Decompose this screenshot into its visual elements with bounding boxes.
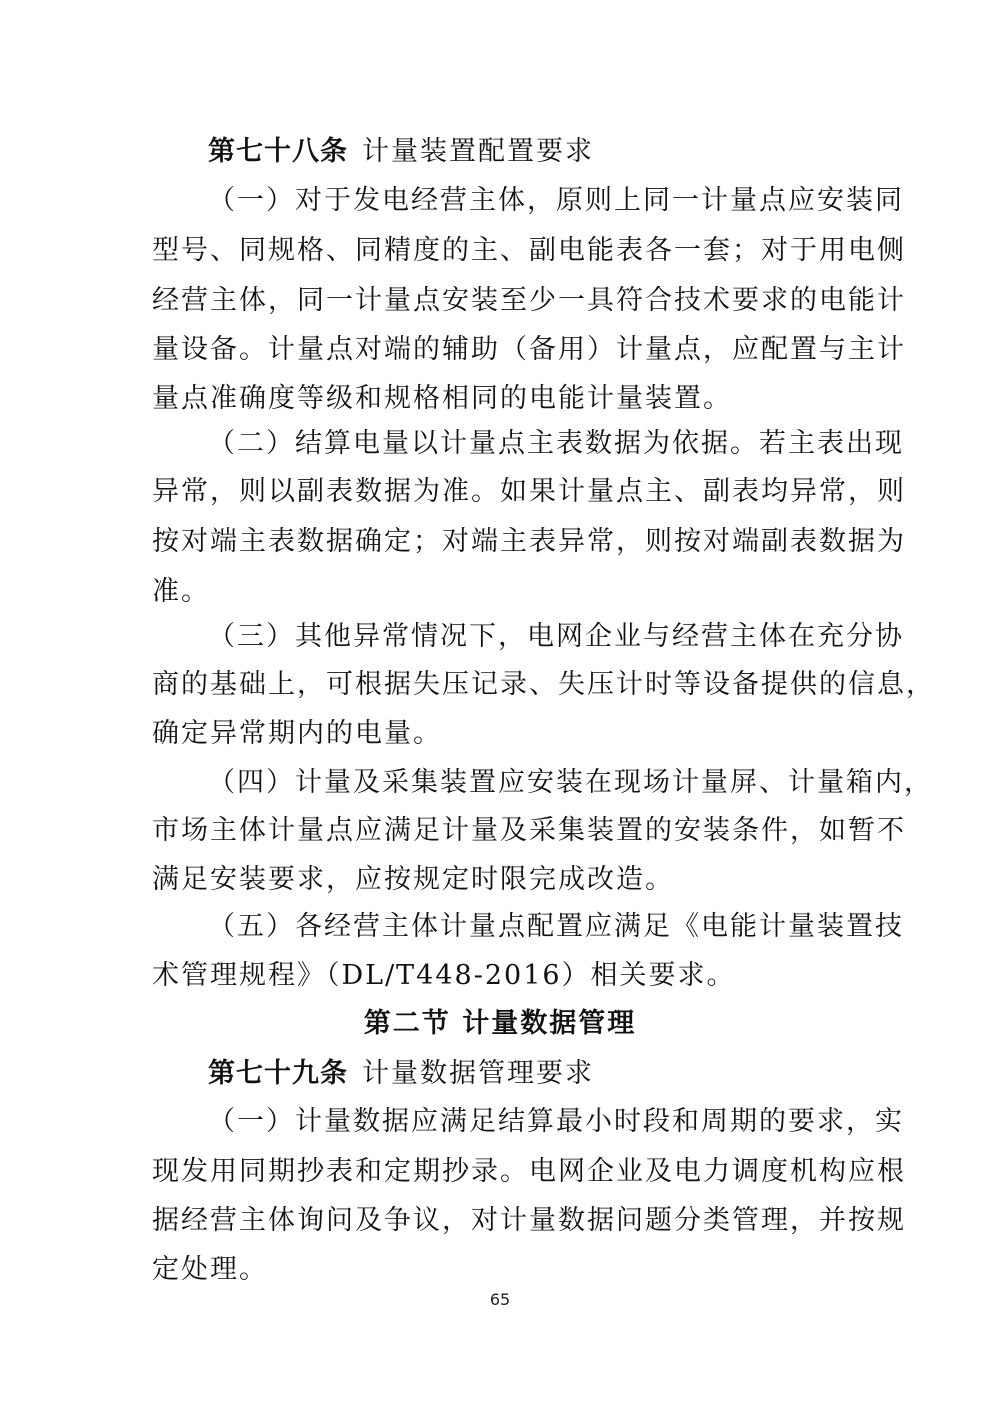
article-79-line: 现发用同期抄表和定期抄录。电网企业及电力调度机构应根 (152, 1156, 906, 1187)
article-78-line: 满足安装要求，应按规定时限完成改造。 (152, 864, 674, 895)
article-79-line: 据经营主体询问及争议，对计量数据问题分类管理，并按规 (152, 1205, 906, 1236)
article-78-line: 术管理规程》（DL/T448-2016）相关要求。 (152, 960, 736, 991)
article-78-heading (208, 134, 908, 170)
article-78-line: （五）各经营主体计量点配置应满足《电能计量装置技 (208, 911, 904, 942)
article-78-line: 型号、同规格、同精度的主、副电能表各一套；对于用电侧 (152, 235, 906, 266)
article-78-line: （二）结算电量以计量点主表数据为依据。若主表出现 (208, 428, 904, 459)
article-78-title: 计量装置配置要求 (362, 136, 594, 167)
article-78-line: （三）其他异常情况下，电网企业与经营主体在充分协 (208, 621, 904, 652)
article-78-line: 市场主体计量点应满足计量及采集装置的安装条件，如暂不 (152, 815, 906, 846)
article-78-line: 准。 (152, 576, 210, 607)
article-78-line: （一）对于发电经营主体，原则上同一计量点应安装同 (208, 185, 904, 216)
article-79-line: 定处理。 (152, 1254, 268, 1285)
article-78-number: 第七十八条 (208, 136, 348, 167)
article-78-line: 经营主体，同一计量点安装至少一具符合技术要求的电能计 (152, 285, 906, 316)
article-78-line: 量点准确度等级和规格相同的电能计量装置。 (152, 383, 732, 414)
article-78-line: 量设备。计量点对端的辅助（备用）计量点，应配置与主计 (152, 334, 906, 365)
article-78-line: 异常，则以副表数据为准。如果计量点主、副表均异常，则 (152, 476, 906, 507)
section-title: 第二节 计量数据管理 (363, 1008, 637, 1039)
article-78-line: 商的基础上，可根据失压记录、失压计时等设备提供的信息， (152, 669, 935, 700)
article-78-line: （四）计量及采集装置应安装在现场计量屏、计量箱内， (208, 767, 933, 798)
article-79-title: 计量数据管理要求 (362, 1058, 594, 1089)
article-79-line: （一）计量数据应满足结算最小时段和周期的要求，实 (208, 1106, 904, 1137)
article-78-line: 确定异常期内的电量。 (152, 718, 442, 749)
article-79-number: 第七十九条 (208, 1058, 348, 1089)
article-79-heading (208, 1056, 908, 1092)
article-78-line: 按对端主表数据确定；对端主表异常，则按对端副表数据为 (152, 526, 906, 557)
page-number: 65 (489, 1290, 511, 1309)
